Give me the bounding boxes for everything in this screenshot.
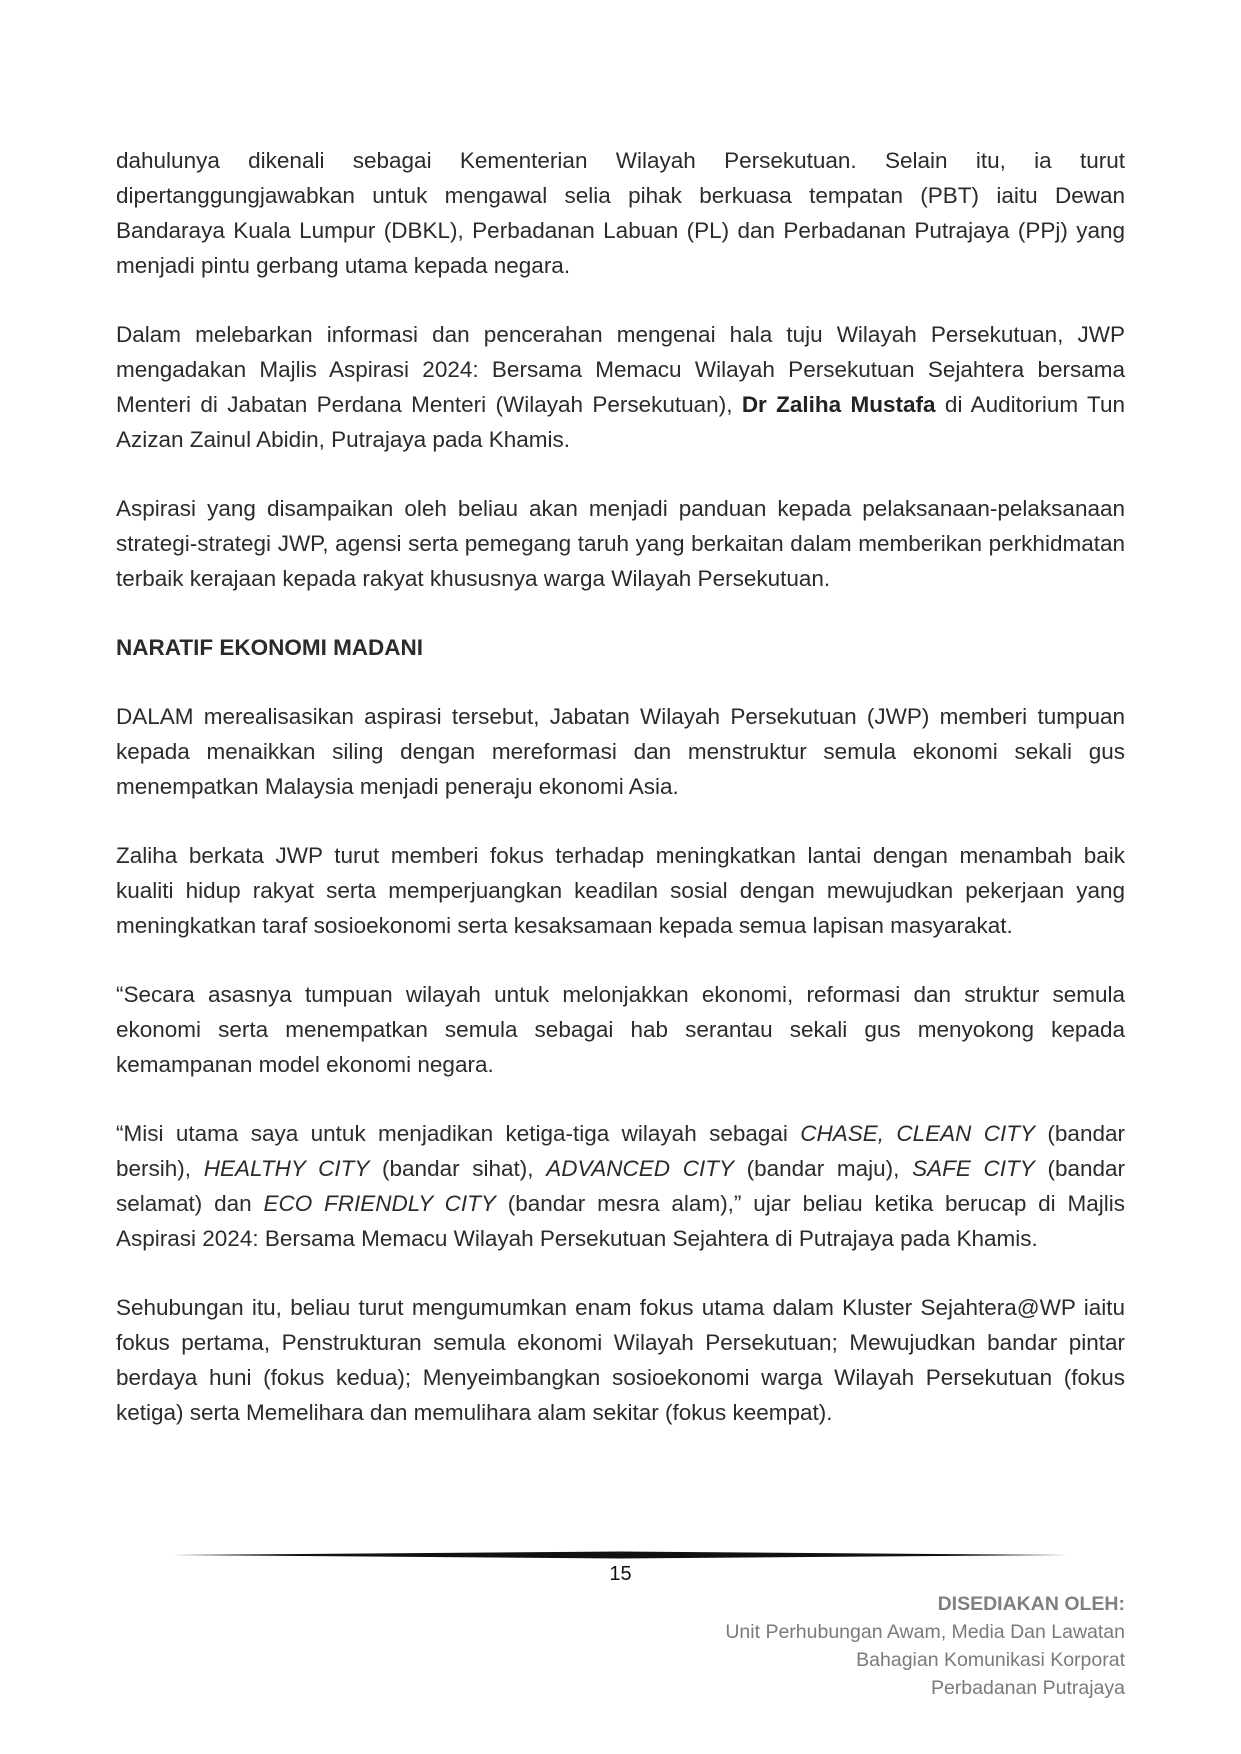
paragraph-6: “Secara asasnya tumpuan wilayah untuk melonjakkan ekonomi, reformasi dan struktur semula ekonomi serta menempatkan semula sebagai hab serantau sekali gus menyokong kepada kemampanan model ekonomi negara. [116, 982, 1125, 1077]
paragraph-7-text-a: “Misi utama saya untuk menjadikan ketiga-tiga wilayah sebagai [116, 1121, 801, 1146]
paragraph-7 [116, 1116, 1125, 1256]
paragraph-2-text-a: Dalam melebarkan informasi dan pencerahan mengenai hala tuju Wilayah Persekutuan, JWP mengadakan Majlis Aspirasi 2024: Bersama Memacu Wilayah Persekutuan Sejahtera bersama Menteri di Jabatan Perdana Menteri (Wilayah Persekutuan), [116, 322, 1125, 417]
paragraph-8: Sehubungan itu, beliau turut mengumumkan enam fokus utama dalam Kluster Sejahtera@WP iaitu fokus pertama, Penstrukturan semula ekonomi Wilayah Persekutuan; Mewujudkan bandar pintar berdaya huni (fokus kedua); Menyeimbangkan sosioekonomi warga Wilayah Persekutuan (fokus ketiga) serta Memelihara dan memulihara alam sekitar (fokus keempat). [116, 1295, 1125, 1425]
article-body [116, 143, 1125, 1456]
paragraph-7-text-c: (bandar sihat), [369, 1156, 547, 1181]
paragraph-7-text-e: (bandar selamat) dan [116, 1156, 1125, 1216]
minister-name: Dr Zaliha Mustafa [741, 392, 936, 417]
paragraph-1: dahulunya dikenali sebagai Kementerian Wilayah Persekutuan. Selain itu, ia turut dipertanggungjawabkan untuk mengawal selia pihak berkuasa tempatan (PBT) iaitu Dewan Bandaraya Kuala Lumpur (DBKL), Perbadanan Labuan (PL) dan Perbadanan Putrajaya (PPj) yang menjadi pintu gerbang utama kepada negara. [116, 148, 1125, 278]
italic-term-advanced-city: ADVANCED CITY [546, 1156, 734, 1181]
prepared-by-organization: Perbadanan Putrajaya [930, 1677, 1125, 1699]
paragraph-4: DALAM merealisasikan aspirasi tersebut, Jabatan Wilayah Persekutuan (JWP) memberi tumpuan kepada menaikkan siling dengan mereformasi dan menstruktur semula ekonomi sekali gus menempatkan Malaysia menjadi peneraju ekonomi Asia. [116, 704, 1125, 799]
prepared-by-division: Bahagian Komunikasi Korporat [856, 1649, 1125, 1671]
paragraph-7-text-f: (bandar mesra alam),” ujar beliau ketika berucap di Majlis Aspirasi 2024: Bersama Memacu Wilayah Persekutuan Sejahtera di Putrajaya pada Khamis. [116, 1191, 1125, 1251]
page-number: 15 [609, 1563, 632, 1585]
paragraph-2 [116, 317, 1125, 457]
italic-term-healthy-city: HEALTHY CITY [203, 1156, 370, 1181]
italic-term-safe-city: SAFE CITY [912, 1156, 1035, 1181]
prepared-by-label: DISEDIAKAN OLEH: [937, 1593, 1125, 1615]
section-heading: NARATIF EKONOMI MADANI [116, 635, 424, 660]
italic-term-eco-friendly-city: ECO FRIENDLY CITY [263, 1191, 496, 1216]
paragraph-3: Aspirasi yang disampaikan oleh beliau akan menjadi panduan kepada pelaksanaan-pelaksanaan strategi-strategi JWP, agensi serta pemegang taruh yang berkaitan dalam memberikan perkhidmatan terbaik kerajaan kepada rakyat khususnya warga Wilayah Persekutuan. [116, 496, 1125, 591]
prepared-by-unit: Unit Perhubungan Awam, Media Dan Lawatan [725, 1621, 1125, 1643]
italic-term-clean-city: CHASE, CLEAN CITY [800, 1121, 1036, 1146]
footer-divider [172, 1551, 1068, 1559]
paragraph-2-text-b: di Auditorium Tun Azizan Zainul Abidin, Putrajaya pada Khamis. [116, 392, 1125, 452]
paragraph-7-text-d: (bandar maju), [733, 1156, 913, 1181]
paragraph-7-text-b: (bandar bersih), [116, 1121, 1125, 1181]
prepared-by-block [725, 1590, 1125, 1702]
paragraph-5: Zaliha berkata JWP turut memberi fokus terhadap meningkatkan lantai dengan menambah baik kualiti hidup rakyat serta memperjuangkan keadilan sosial dengan mewujudkan pekerjaan yang meningkatkan taraf sosioekonomi serta kesaksamaan kepada semua lapisan masyarakat. [116, 843, 1125, 938]
